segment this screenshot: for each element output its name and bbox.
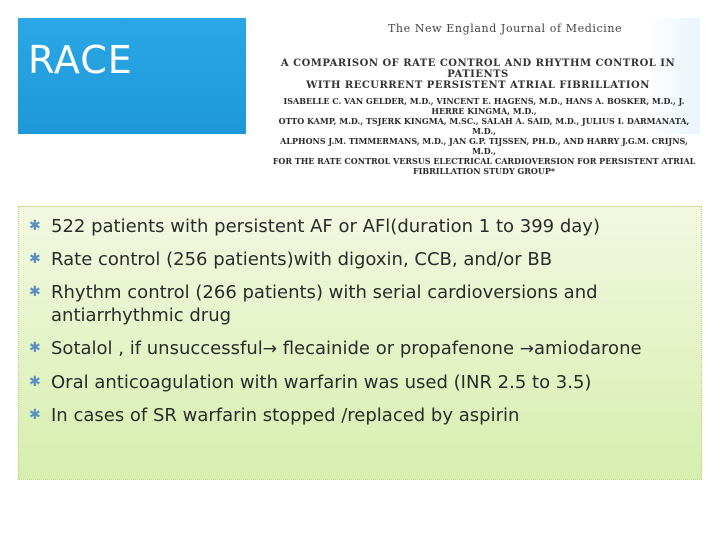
- list-item-text-part-1: Sotalol , if unsuccessful: [51, 338, 263, 359]
- list-item-text: Rhythm control (266 patients) with serial cardioversions and antiarrhythmic drug: [51, 282, 598, 326]
- paper-title: [258, 58, 698, 91]
- authors-line-3: ALPHONS J.M. TIMMERMANS, M.D., JAN G.P. TIJSSEN, PH.D., AND HARRY J.G.M. CRIJNS, M.D.,: [280, 136, 688, 156]
- list-item: [19, 215, 703, 238]
- authors-line-1: ISABELLE C. VAN GELDER, M.D., VINCENT E. HAGENS, M.D., HANS A. BOSKER, M.D., J. HERRE KINGMA, M.D.,: [283, 96, 685, 116]
- paper-title-line-2: WITH RECURRENT PERSISTENT ATRIAL FIBRILLATION: [306, 80, 650, 91]
- list-item-text: 522 patients with persistent AF or AFl(duration 1 to 399 day): [51, 216, 600, 237]
- paper-title-line-1: A COMPARISON OF RATE CONTROL AND RHYTHM CONTROL IN PATIENTS: [280, 58, 676, 80]
- arrow-right-icon: →: [519, 339, 535, 359]
- list-item-text: Oral anticoagulation with warfarin was used (INR 2.5 to 3.5): [51, 372, 592, 393]
- list-item-text: In cases of SR warfarin stopped /replaced by aspirin: [51, 405, 520, 426]
- arrow-right-icon: →: [262, 339, 277, 359]
- list-item-text: Rate control (256 patients)with digoxin, CCB, and/or BB: [51, 249, 553, 270]
- slide-title: RACE: [28, 38, 133, 82]
- list-item: [19, 404, 703, 427]
- list-item: [19, 371, 703, 394]
- journal-name: The New England Journal of Medicine: [388, 22, 623, 35]
- bullet-icon: ✱: [29, 340, 41, 356]
- list-item: [19, 248, 703, 271]
- bullet-icon: ✱: [29, 407, 41, 423]
- authors-line-2: OTTO KAMP, M.D., TSJERK KINGMA, M.SC., SALAH A. SAID, M.D., JULIUS I. DARMANATA, M.D.,: [278, 116, 690, 136]
- authors-line-4: FOR THE RATE CONTROL VERSUS ELECTRICAL CARDIOVERSION FOR PERSISTENT ATRIAL FIBRILLATION STUDY GROUP*: [272, 156, 696, 176]
- bullet-list: [19, 215, 703, 437]
- bullet-icon: ✱: [29, 374, 41, 390]
- paper-authors: [268, 96, 700, 176]
- bullet-icon: ✱: [29, 218, 41, 234]
- bullet-icon: ✱: [29, 251, 41, 267]
- list-item: [19, 337, 703, 361]
- list-item: [19, 281, 703, 327]
- list-item-text-part-2: flecainide or propafenone: [277, 338, 520, 359]
- content-box: [18, 206, 702, 480]
- list-item-text-part-3: amiodarone: [534, 338, 642, 359]
- bullet-icon: ✱: [29, 284, 41, 300]
